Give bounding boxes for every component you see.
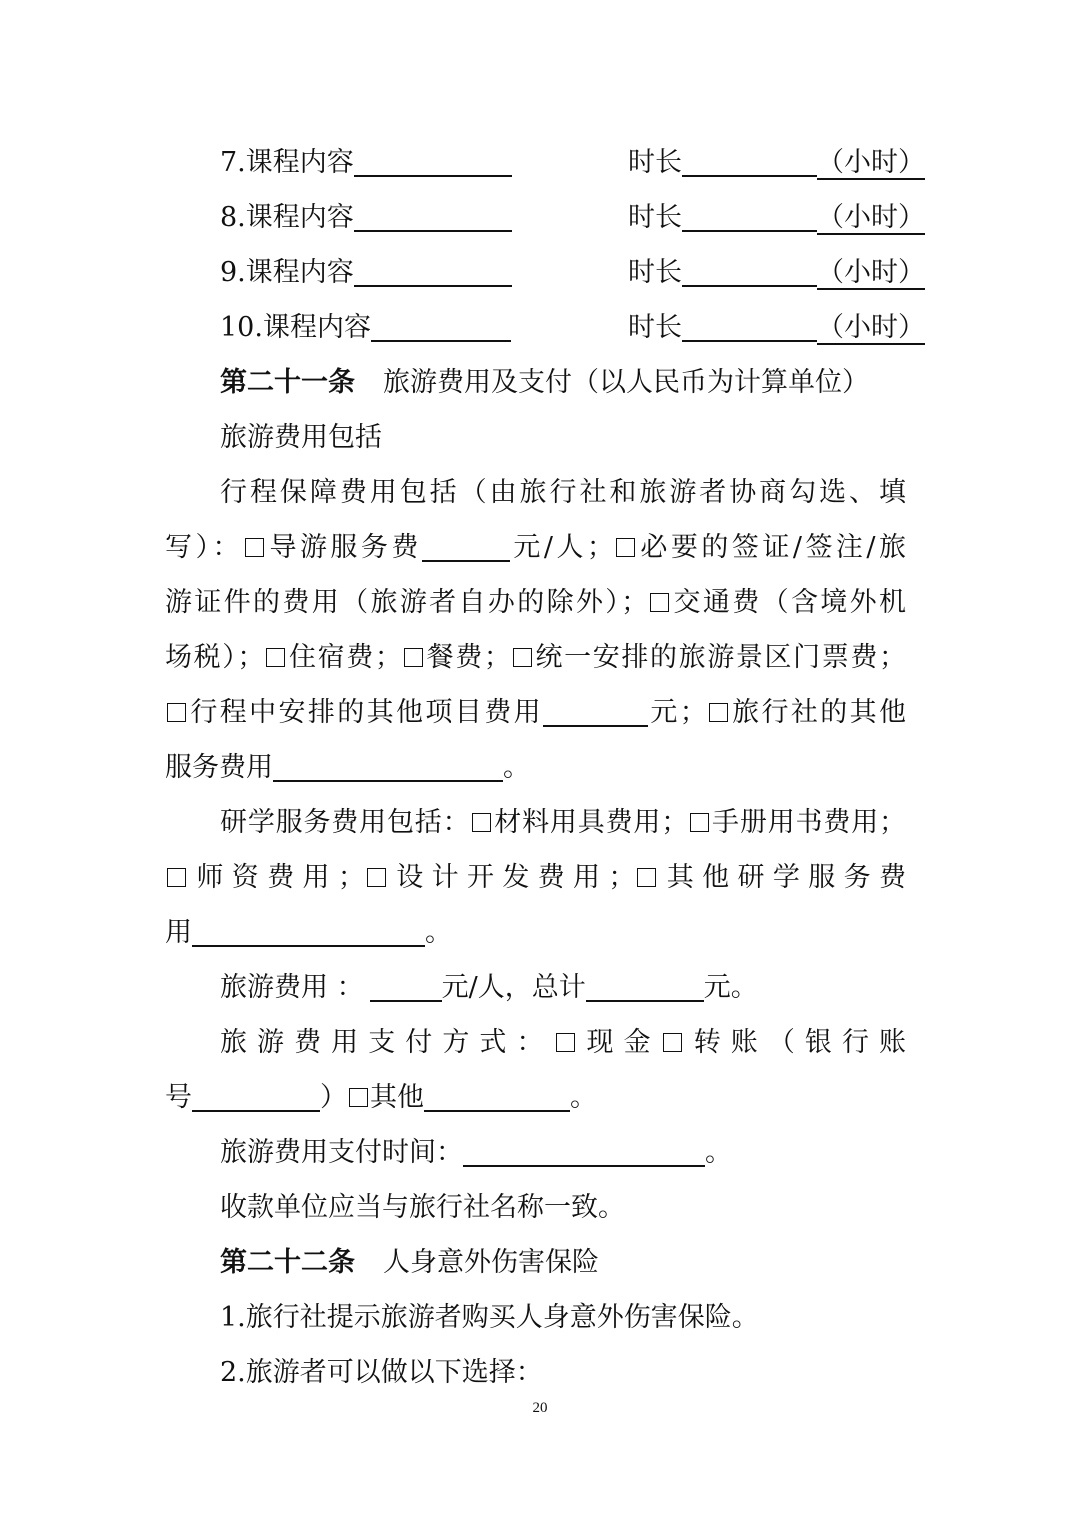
- course-number: 7.: [220, 147, 246, 178]
- duration-blank[interactable]: [682, 145, 817, 177]
- duration-blank[interactable]: [682, 200, 817, 232]
- study-fees-line-1: [220, 803, 906, 843]
- period: 。: [425, 917, 452, 948]
- article-22-heading-line: [220, 1243, 599, 1283]
- insurance-item-1: 1.旅行社提示旅游者购买人身意外伤害保险。: [220, 1302, 759, 1333]
- duration-unit: （小时）: [817, 202, 925, 233]
- article-22-title: 人身意外伤害保险: [383, 1247, 599, 1278]
- course-row-8: [220, 198, 512, 238]
- course-content-blank[interactable]: [354, 145, 512, 177]
- visa-fee-checkbox[interactable]: [616, 538, 635, 557]
- course-duration-9: [628, 253, 925, 293]
- payment-method-line: [220, 1023, 906, 1063]
- transport-fee-label: 交通费（含境外机: [671, 587, 907, 618]
- transfer-checkbox[interactable]: [663, 1033, 682, 1052]
- itinerary-line-4: [165, 638, 906, 678]
- payment-time-label: 旅游费用支付时间：: [220, 1137, 463, 1168]
- lodging-fee-label: 住宿费；: [287, 642, 402, 673]
- course-duration-7: [628, 143, 925, 183]
- close-paren: ）: [320, 1082, 347, 1113]
- yuan-semicolon: 元；: [647, 697, 707, 728]
- course-row-9: [220, 253, 512, 293]
- itinerary-intro-line: [220, 473, 906, 513]
- course-duration-10: [628, 308, 925, 348]
- duration-unit: （小时）: [817, 312, 925, 343]
- visa-fee-label: 必要的签证/签注/旅: [636, 532, 906, 563]
- per-person-unit: 元/人；: [509, 532, 614, 563]
- other-items-fee-checkbox[interactable]: [167, 703, 186, 722]
- scenic-fee-label: 统一安排的旅游景区门票费；: [533, 642, 907, 673]
- itinerary-line-6: [165, 748, 530, 788]
- other-study-fee-blank[interactable]: [192, 915, 425, 947]
- other-study-fee-label: 其他研学服务费: [658, 862, 907, 893]
- article-21-heading-line: [220, 363, 869, 403]
- other-method-label: 其他: [370, 1082, 424, 1113]
- design-fee-checkbox[interactable]: [367, 868, 386, 887]
- other-method-checkbox[interactable]: [349, 1088, 368, 1107]
- account-no-label: 号: [165, 1082, 192, 1113]
- visa-fee-label-cont: 游证件的费用（旅游者自办的除外）；: [165, 587, 649, 618]
- per-person-blank[interactable]: [370, 970, 442, 1002]
- course-row-10: [220, 308, 511, 348]
- per-person-total: 元/人，总计: [441, 972, 586, 1003]
- design-fee-label: 设计开发费用；: [387, 862, 636, 893]
- handbook-fee-label: 手册用书费用；: [711, 807, 907, 838]
- article-21-title: 旅游费用及支付（以人民币为计算单位）: [383, 367, 869, 398]
- other-items-fee-blank[interactable]: [543, 695, 648, 727]
- course-number: 10.: [220, 312, 263, 343]
- teacher-fee-checkbox[interactable]: [167, 868, 186, 887]
- period: 。: [503, 752, 530, 783]
- transport-fee-checkbox[interactable]: [650, 593, 669, 612]
- duration-label: 时长: [628, 312, 682, 343]
- fees-include-label: 旅游费用包括: [220, 422, 382, 453]
- duration-unit: （小时）: [817, 147, 925, 178]
- itinerary-line-2: [165, 528, 906, 568]
- scenic-fee-checkbox[interactable]: [513, 648, 532, 667]
- course-content-label: 课程内容: [245, 257, 354, 288]
- course-content-blank[interactable]: [354, 200, 512, 232]
- total-blank[interactable]: [586, 970, 704, 1002]
- itinerary-line-3: [165, 583, 906, 623]
- account-no-blank[interactable]: [192, 1080, 320, 1112]
- duration-label: 时长: [628, 202, 682, 233]
- course-content-label: 课程内容: [245, 147, 354, 178]
- study-fees-line-2: [165, 858, 906, 898]
- other-service-fee-blank[interactable]: [273, 750, 503, 782]
- handbook-fee-checkbox[interactable]: [690, 813, 709, 832]
- study-fees-intro: 研学服务费用包括：: [220, 807, 471, 838]
- materials-fee-checkbox[interactable]: [472, 813, 491, 832]
- payee-note-line: [220, 1188, 625, 1228]
- course-content-blank[interactable]: [371, 310, 511, 342]
- other-service-fee-label-cont: 服务费用: [165, 752, 273, 783]
- duration-blank[interactable]: [682, 310, 817, 342]
- course-content-blank[interactable]: [354, 255, 512, 287]
- itinerary-intro: 行程保障费用包括（由旅行社和旅游者协商勾选、填: [220, 477, 906, 508]
- guide-fee-blank[interactable]: [422, 530, 510, 562]
- yuan-period: 元。: [703, 972, 758, 1003]
- meal-fee-label: 餐费；: [424, 642, 511, 673]
- duration-label: 时长: [628, 257, 682, 288]
- course-content-label: 课程内容: [245, 202, 354, 233]
- other-study-fee-checkbox[interactable]: [637, 868, 656, 887]
- other-service-fee-label: 旅行社的其他: [729, 697, 907, 728]
- payment-method-label: 旅游费用支付方式：: [220, 1027, 554, 1058]
- other-method-blank[interactable]: [424, 1080, 570, 1112]
- total-label: 旅游费用 ：: [220, 972, 364, 1003]
- cash-label: 现金: [576, 1027, 661, 1058]
- article-22-heading: 第二十二条: [220, 1247, 355, 1278]
- article-22-item-1: [220, 1298, 759, 1338]
- materials-fee-label: 材料用具费用；: [493, 807, 689, 838]
- payment-method-line-2: [165, 1078, 597, 1118]
- period: 。: [705, 1137, 732, 1168]
- guide-fee-checkbox[interactable]: [245, 538, 264, 557]
- study-fees-line-3: [165, 913, 452, 953]
- article-22-item-2: [220, 1353, 543, 1393]
- fees-include-line: [220, 418, 382, 458]
- airport-tax-label: 场税）；: [165, 642, 265, 673]
- other-service-fee-checkbox[interactable]: [709, 703, 728, 722]
- duration-blank[interactable]: [682, 255, 817, 287]
- teacher-fee-label: 师资费用；: [188, 862, 365, 893]
- payment-time-line: [220, 1133, 732, 1173]
- course-number: 8.: [220, 202, 246, 233]
- other-items-fee-label: 行程中安排的其他项目费用: [188, 697, 543, 728]
- course-content-label: 课程内容: [262, 312, 371, 343]
- course-number: 9.: [220, 257, 246, 288]
- course-row-7: [220, 143, 512, 183]
- meal-fee-checkbox[interactable]: [404, 648, 423, 667]
- itinerary-cont: 写）：: [165, 532, 243, 563]
- duration-unit: （小时）: [817, 257, 925, 288]
- payee-note: 收款单位应当与旅行社名称一致。: [220, 1192, 625, 1223]
- other-study-fee-label-cont: 用: [165, 917, 192, 948]
- total-fee-line: [220, 968, 758, 1008]
- transfer-label: 转账（银行账: [683, 1027, 907, 1058]
- course-duration-8: [628, 198, 925, 238]
- itinerary-line-5: [165, 693, 906, 733]
- lodging-fee-checkbox[interactable]: [266, 648, 285, 667]
- article-21-heading: 第二十一条: [220, 367, 355, 398]
- guide-fee-label: 导游服务费: [265, 532, 422, 563]
- duration-label: 时长: [628, 147, 682, 178]
- period: 。: [570, 1082, 597, 1113]
- page-number: 20: [532, 1400, 548, 1416]
- cash-checkbox[interactable]: [556, 1033, 575, 1052]
- payment-time-blank[interactable]: [463, 1135, 705, 1167]
- insurance-item-2: 2.旅游者可以做以下选择：: [220, 1357, 543, 1388]
